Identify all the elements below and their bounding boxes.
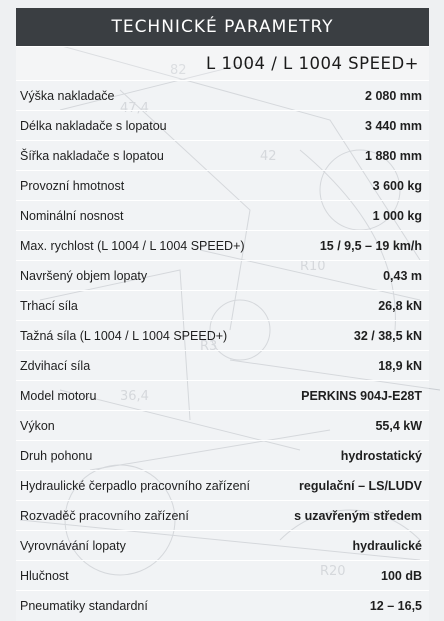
spec-label: Výška nakladače xyxy=(20,88,115,103)
spec-row xyxy=(16,261,429,291)
svg-text:R20: R20 xyxy=(320,564,346,579)
spec-row xyxy=(16,81,429,111)
spec-label: Rozvaděč pracovního zařízení xyxy=(20,508,189,523)
spec-label: Nominální nosnost xyxy=(20,208,124,223)
spec-value: hydrostatický xyxy=(340,448,422,463)
spec-row xyxy=(16,171,429,201)
spec-row xyxy=(16,141,429,171)
svg-text:R3: R3 xyxy=(200,339,218,354)
spec-label: Délka nakladače s lopatou xyxy=(20,118,167,133)
spec-label: Pneumatiky standardní xyxy=(20,599,148,613)
spec-row xyxy=(16,111,429,141)
spec-row xyxy=(16,591,429,621)
spec-row xyxy=(16,231,429,261)
spec-row xyxy=(16,381,429,411)
spec-value: 55,4 kW xyxy=(375,418,422,433)
svg-text:82: 82 xyxy=(170,63,187,78)
spec-label: Druh pohonu xyxy=(20,448,93,463)
spec-value: 32 / 38,5 kN xyxy=(353,328,422,343)
spec-label: Hlučnost xyxy=(20,568,69,583)
spec-value: 3 600 kg xyxy=(372,178,422,193)
spec-label: Šířka nakladače s lopatou xyxy=(20,148,164,163)
spec-label: Tažná síla (L 1004 / L 1004 SPEED+) xyxy=(20,328,228,343)
spec-value: 100 dB xyxy=(381,568,422,583)
spec-value: 1 000 kg xyxy=(372,208,422,223)
spec-table xyxy=(16,81,429,621)
spec-row xyxy=(16,321,429,351)
spec-row xyxy=(16,501,429,531)
spec-value: 12 – 16,5 xyxy=(369,599,422,613)
spec-value: 1 880 mm xyxy=(365,148,422,163)
svg-text:36,4: 36,4 xyxy=(120,389,149,404)
spec-row xyxy=(16,561,429,591)
spec-label: Provozní hmotnost xyxy=(20,178,125,193)
spec-sheet-title: TECHNICKÉ PARAMETRY xyxy=(16,8,429,47)
spec-row xyxy=(16,441,429,471)
spec-row xyxy=(16,411,429,441)
spec-value: 3 440 mm xyxy=(365,118,422,133)
spec-label: Model motoru xyxy=(20,388,97,403)
spec-label: Max. rychlost (L 1004 / L 1004 SPEED+) xyxy=(20,238,245,253)
model-name: L 1004 / L 1004 SPEED+ xyxy=(16,47,429,81)
spec-value: 18,9 kN xyxy=(378,358,422,373)
svg-text:47,4: 47,4 xyxy=(120,101,149,116)
spec-value: regulační – LS/LUDV xyxy=(299,478,422,493)
svg-text:R10: R10 xyxy=(300,259,326,274)
spec-label: Hydraulické čerpadlo pracovního zařízení xyxy=(20,478,250,493)
spec-label: Výkon xyxy=(20,418,55,433)
svg-text:42: 42 xyxy=(260,149,277,164)
spec-row xyxy=(16,531,429,561)
spec-label: Trhací síla xyxy=(20,298,78,313)
spec-row xyxy=(16,201,429,231)
spec-value: hydraulické xyxy=(352,538,422,553)
spec-sheet xyxy=(16,8,429,621)
spec-value: 2 080 mm xyxy=(365,88,422,103)
spec-value: 26,8 kN xyxy=(378,298,422,313)
spec-value: 15 / 9,5 – 19 km/h xyxy=(319,238,422,253)
spec-value: 0,43 m xyxy=(383,268,422,283)
spec-value: PERKINS 904J-E28T xyxy=(301,388,422,403)
spec-label: Zdvihací síla xyxy=(20,358,91,373)
spec-value: s uzavřeným středem xyxy=(294,508,422,523)
spec-label: Navršený objem lopaty xyxy=(20,268,148,283)
spec-row xyxy=(16,351,429,381)
spec-row xyxy=(16,471,429,501)
spec-label: Vyrovnávání lopaty xyxy=(20,538,126,553)
spec-row xyxy=(16,291,429,321)
